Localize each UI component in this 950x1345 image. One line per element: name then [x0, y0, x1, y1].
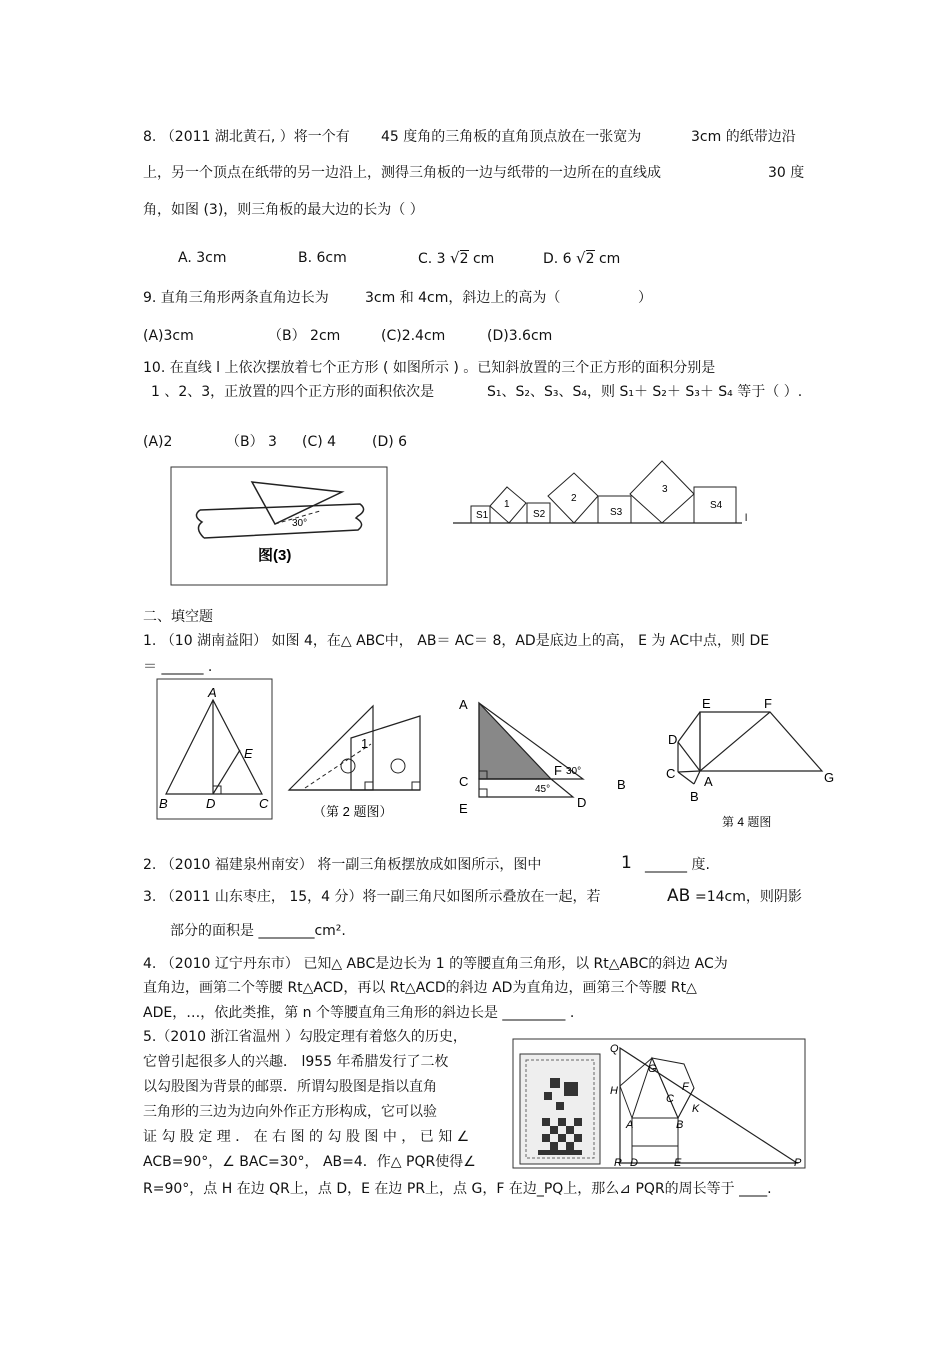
fig-q3-angle-45: 45°	[535, 784, 551, 795]
fig-q3-label-e: E	[459, 801, 468, 816]
figure-q5-stamp-and-pythagoras	[512, 1038, 808, 1170]
fig5-label-e: E	[674, 1157, 682, 1169]
q8-option-c: C. 3 √2 cm	[418, 249, 495, 267]
square-2-label: 2	[571, 493, 577, 504]
q9-stem: 9. 直角三角形两条直角边长为 3cm 和 4cm，斜边上的高为（ ）	[143, 290, 652, 306]
fig5-label-d: D	[630, 1157, 638, 1169]
fill-q3-line1: 3. （2011 山东枣庄， 15，4 分）将一副三角尺如图所示叠放在一起，若 AB =14cm，则阴影	[143, 886, 802, 906]
fig-q3-label-b: B	[617, 777, 626, 792]
q8-option-b: B. 6cm	[298, 250, 347, 266]
q8-option-d: D. 6 √2 cm	[543, 249, 621, 267]
squares-figure	[450, 456, 760, 528]
q9-option-a: (A)3cm	[143, 328, 194, 344]
fill-q4-line3: ADE，…，依此类推，第 n 个等腰直角三角形的斜边长是 _________ .	[143, 1005, 575, 1021]
fig-q3-label-a: A	[459, 697, 468, 712]
fig5-label-p: P	[794, 1157, 802, 1169]
fig5-label-g: G	[648, 1063, 657, 1075]
fig-q4-label-e: E	[702, 696, 711, 711]
fig5-label-f: F	[682, 1081, 689, 1093]
q9-option-c: (C)2.4cm	[381, 328, 446, 344]
figure-3-angle: 30°	[292, 518, 308, 529]
fig2-caption: （第 2 题图）	[313, 804, 393, 819]
q8-option-a: A. 3cm	[178, 250, 227, 266]
square-s1-label: S1	[476, 510, 489, 521]
fill-q5-line4: 三角形的三边为边向外作正方形构成，它可以验	[143, 1104, 437, 1120]
fill-q5-line2: 它曾引起很多人的兴趣． l955 年希腊发行了二枚	[143, 1054, 449, 1070]
q10-line2: 1 、2、3，正放置的四个正方形的面积依次是 S₁、S₂、S₃、S₄，则 S₁＋ S₂＋ S₃＋ S₄ 等于（ ）.	[151, 384, 803, 400]
fig5-label-r: R	[614, 1157, 622, 1169]
fig5-label-b: B	[676, 1119, 684, 1131]
fig-q3-angle-30: 30°	[566, 766, 582, 777]
fig-q3-label-f: F	[554, 763, 562, 778]
square-3-label: 3	[662, 484, 668, 495]
fig4-label-b: B	[159, 796, 168, 811]
fig-q4-label-d: D	[668, 732, 678, 747]
fig2-angle-1-label: 1	[361, 736, 369, 751]
figure-q2-set-squares	[285, 700, 455, 825]
fig-q4-label-f: F	[764, 696, 772, 711]
q8-line2: 上，另一个顶点在纸带的另一边沿上，测得三角板的一边与纸带的一边所在的直线成 30 度	[143, 165, 805, 181]
fill-q4-line2: 直角边，画第二个等腰 Rt△ACD，再以 Rt△ACD的斜边 AD为直角边，画第三个等腰 Rt△	[143, 980, 697, 996]
square-s3-label: S3	[610, 507, 623, 518]
q10-option-d: (D) 6	[372, 434, 408, 450]
fill-q3-line2: 部分的面积是 ________cm².	[170, 923, 346, 939]
figure-3-strip	[170, 466, 390, 586]
line-l-label: l	[745, 513, 748, 524]
fill-q1-line2: ＝ ______ .	[143, 659, 213, 675]
square-s2-label: S2	[533, 509, 546, 520]
q10-option-a: (A)2	[143, 434, 173, 450]
fig4-label-d: D	[206, 796, 216, 811]
square-s4-label: S4	[710, 500, 723, 511]
figure-q3-shaded	[455, 695, 635, 820]
fig5-label-c: C	[666, 1093, 674, 1105]
fig5-label-q: Q	[610, 1043, 619, 1055]
fill-q5-line3: 以勾股图为背景的邮票．所谓勾股图是指以直角	[143, 1079, 437, 1095]
fill-q1-line1: 1. （10 湖南益阳） 如图 4，在△ ABC中， AB＝ AC＝ 8，AD是底边上的高， E 为 AC中点，则 DE	[143, 633, 770, 649]
q10-option-b: （B） 3	[226, 434, 277, 450]
fig5-label-h: H	[610, 1085, 618, 1097]
q8-line3: 角，如图 (3)，则三角板的最大边的长为（ ）	[143, 202, 424, 218]
figure-4-triangle	[156, 678, 274, 821]
fig5-label-k: K	[692, 1103, 700, 1115]
fig-q3-label-d: D	[577, 795, 587, 810]
fig-q3-label-c: C	[459, 774, 469, 789]
fig5-label-a: A	[626, 1119, 634, 1131]
fig-q4-caption: 第 4 题图	[722, 815, 772, 829]
fig4-label-a: A	[208, 685, 217, 700]
fig4-label-e: E	[244, 746, 253, 761]
section-title-fill-in: 二、填空题	[143, 609, 213, 625]
fill-q2: 2. （2010 福建泉州南安） 将一副三角板摆放成如图所示，图中 1 ______ 度.	[143, 853, 710, 873]
q8-line1: 8. （2011 湖北黄石, ）将一个有 45 度角的三角板的直角顶点放在一张宽为 3cm 的纸带边沿	[143, 129, 796, 145]
fill-q5-line6: ACB=90°，∠ BAC=30°， AB=4．作△ PQR使得∠	[143, 1154, 476, 1170]
fill-q5-line1: 5.（2010 浙江省温州 ）勾股定理有着悠久的历史，	[143, 1029, 467, 1045]
q9-option-b: （B） 2cm	[268, 328, 341, 344]
fig-q4-label-c: C	[666, 766, 676, 781]
fill-q5-line7: R=90°，点 H 在边 QR上，点 D，E 在边 PR上，点 G，F 在边_PQ上，那么⊿ PQR的周长等于 ____.	[143, 1181, 772, 1197]
q10-line1: 10. 在直线 l 上依次摆放着七个正方形 ( 如图所示 ) 。已知斜放置的三个正方形的面积分别是	[143, 360, 716, 376]
q10-option-c: (C) 4	[302, 434, 337, 450]
fill-q5-line5: 证 勾 股 定 理 ． 在 右 图 的 勾 股 图 中 ， 已 知 ∠	[143, 1129, 470, 1145]
fig4-label-c: C	[259, 796, 269, 811]
figure-3-caption: 图(3)	[258, 547, 292, 564]
q9-option-d: (D)3.6cm	[487, 328, 553, 344]
figure-q4-isosceles-chain	[660, 692, 840, 832]
fig-q4-label-g: G	[824, 770, 835, 785]
fig-q4-label-a: A	[704, 774, 713, 789]
fig-q4-label-b: B	[690, 789, 699, 804]
fill-q4-line1: 4. （2010 辽宁丹东市） 已知△ ABC是边长为 1 的等腰直角三角形，以 Rt△ABC的斜边 AC为	[143, 956, 728, 972]
square-1-label: 1	[504, 499, 510, 510]
